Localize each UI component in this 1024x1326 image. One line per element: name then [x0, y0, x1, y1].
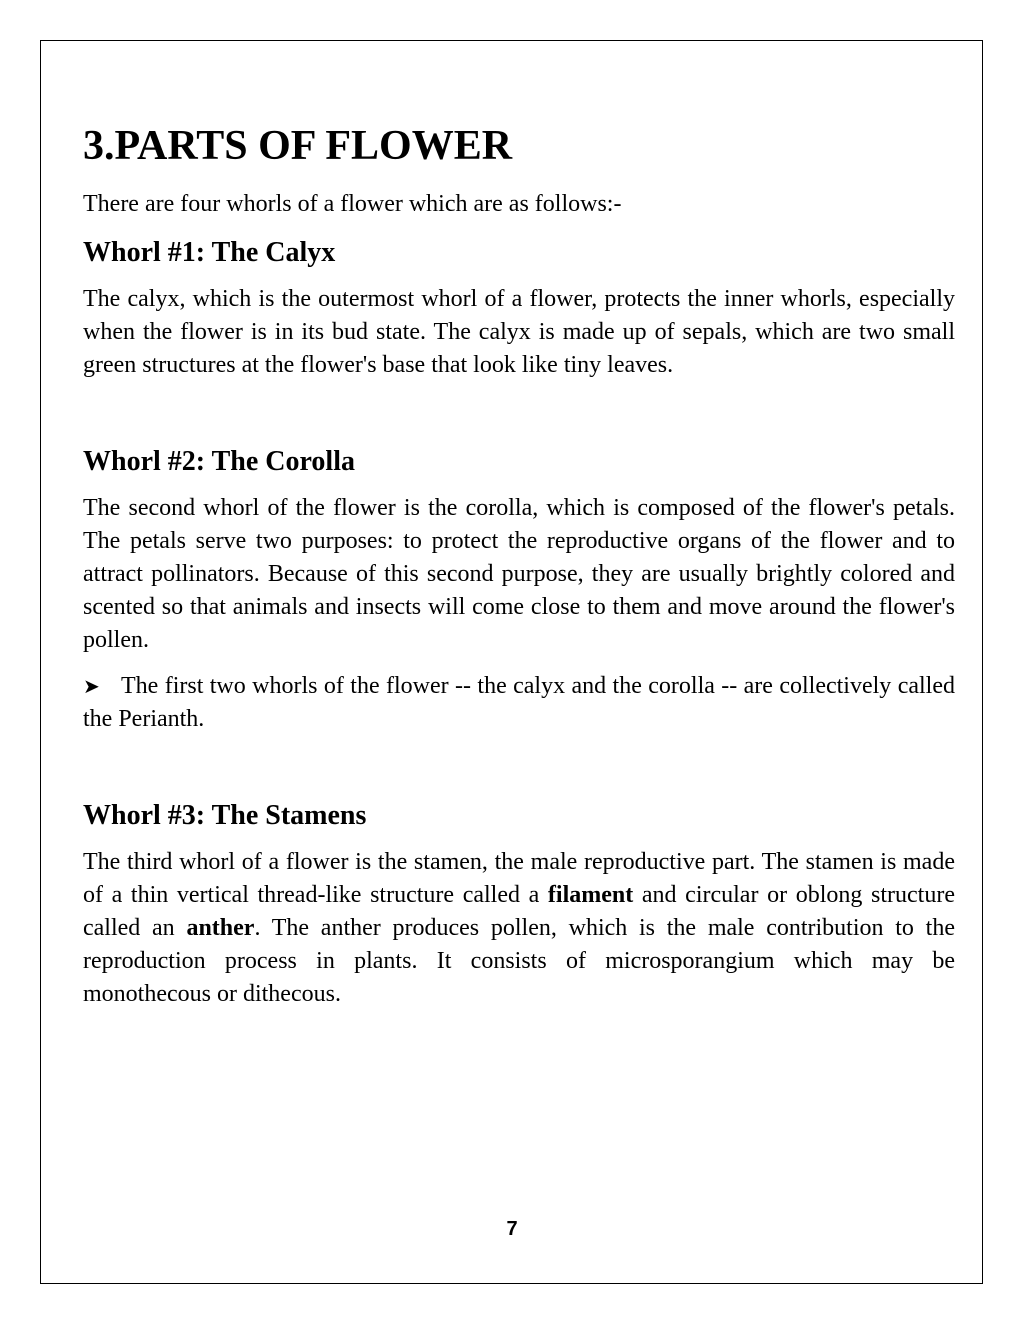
page-number: 7: [506, 1218, 518, 1240]
section-paragraph: The calyx, which is the outermost whorl of a flower, protects the inner whorls, especially when the flower is in its bud state. The calyx is made up of sepals, which are two small green structures at the flower's base that look like tiny leaves.: [83, 286, 955, 379]
section-paragraph: [83, 846, 955, 1012]
bullet-item: [83, 670, 955, 737]
section-calyx: [83, 235, 955, 383]
section-stamens: [83, 798, 955, 1012]
page-title: 3.PARTS OF FLOWER: [83, 123, 513, 169]
section-heading: Whorl #2: The Corolla: [83, 445, 355, 477]
paragraph-text: The third whorl of a flower is the stamen, the male reproductive part. The stamen is made of a thin vertical thread-like structure called a: [83, 848, 955, 908]
term-filament: filament: [547, 881, 634, 908]
section-corolla: [83, 444, 955, 737]
paragraph-text: . The anther produces pollen, which is the male contribution to the reproduction process in plants. It consists of microsporangium which may be monothecous or dithecous.: [83, 915, 955, 1008]
section-heading: Whorl #1: The Calyx: [83, 237, 336, 268]
section-heading: Whorl #3: The Stamens: [83, 799, 367, 831]
term-anther: anther: [186, 915, 255, 942]
paragraph-text: and circular or oblong structure called an: [83, 881, 955, 942]
page-content: [83, 118, 955, 1012]
section-paragraph: The second whorl of the flower is the corolla, which is composed of the flower's petals. The petals serve two purposes: to protect the reproductive organs of the flower and to attract pollinators. Because of this second purpose, they are usually brightly colored and scented so that animals and insects will come close to them and move around the flower's pollen.: [83, 494, 955, 654]
intro-text: There are four whorls of a flower which are as follows:-: [83, 191, 622, 217]
arrowhead-bullet-icon: ➤: [83, 673, 100, 698]
bullet-text: The first two whorls of the flower -- the calyx and the corolla -- are collectively called the Perianth.: [83, 672, 955, 733]
